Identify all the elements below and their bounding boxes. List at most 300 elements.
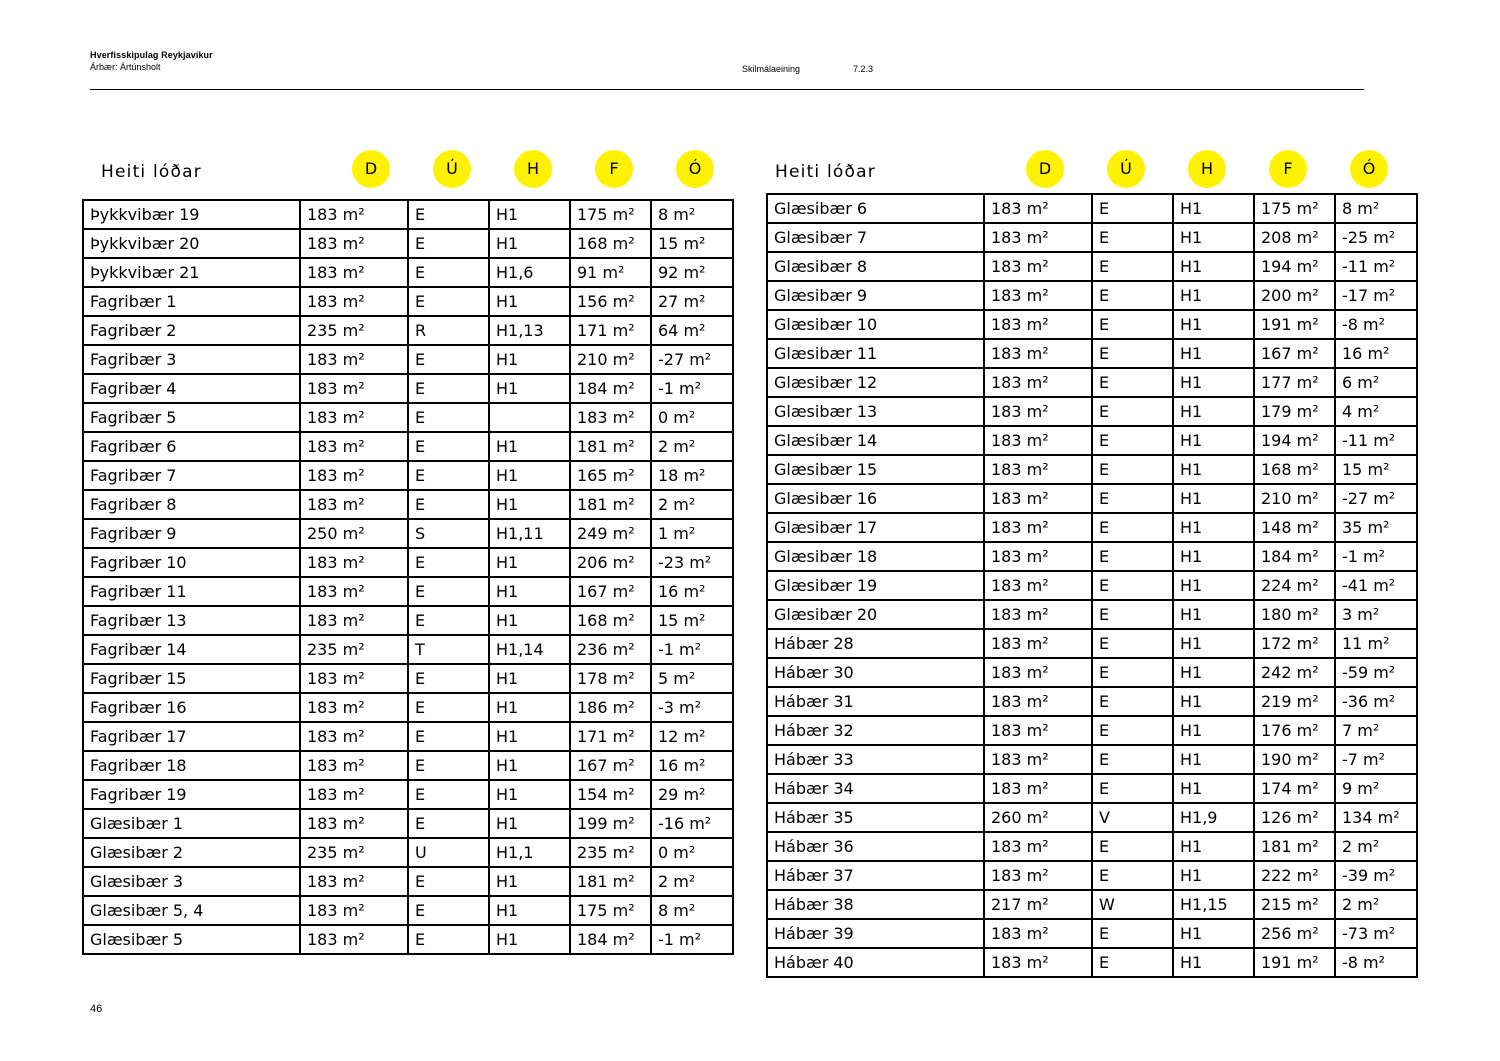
lot-name-cell: Fagribær 9 <box>83 519 300 548</box>
h-cell: H1 <box>489 229 570 258</box>
lot-name-cell: Fagribær 5 <box>83 403 300 432</box>
d-cell: 250 m² <box>300 519 408 548</box>
h-cell: H1,6 <box>489 258 570 287</box>
lot-name-cell: Hábær 34 <box>767 774 984 803</box>
h-cell: H1 <box>1173 484 1254 513</box>
f-cell: 181 m² <box>1254 832 1335 861</box>
lot-name-cell: Glæsibær 3 <box>83 867 300 896</box>
lot-name-cell: Glæsibær 13 <box>767 397 984 426</box>
d-cell: 183 m² <box>300 229 408 258</box>
d-cell: 183 m² <box>984 484 1092 513</box>
o-cell: -27 m² <box>651 345 733 374</box>
f-cell: 184 m² <box>570 374 651 403</box>
lot-name-cell: Glæsibær 7 <box>767 223 984 252</box>
table-row <box>767 223 1417 252</box>
u-cell: E <box>408 345 489 374</box>
lot-name-cell: Þykkvibær 21 <box>83 258 300 287</box>
f-cell: 249 m² <box>570 519 651 548</box>
lot-name-cell: Glæsibær 12 <box>767 368 984 397</box>
u-cell: E <box>1092 513 1173 542</box>
lot-name-cell: Glæsibær 19 <box>767 571 984 600</box>
section-number: 7.2.3 <box>853 64 874 74</box>
lot-name-cell: Fagribær 17 <box>83 722 300 751</box>
u-cell: E <box>1092 832 1173 861</box>
table-row <box>83 316 733 345</box>
d-cell: 183 m² <box>984 223 1092 252</box>
o-cell: -8 m² <box>1335 310 1417 339</box>
d-cell: 183 m² <box>300 345 408 374</box>
f-cell: 222 m² <box>1254 861 1335 890</box>
u-cell: S <box>408 519 489 548</box>
lot-name-cell: Glæsibær 5, 4 <box>83 896 300 925</box>
h-cell: H1 <box>1173 832 1254 861</box>
o-cell: 15 m² <box>1335 455 1417 484</box>
h-cell: H1 <box>1173 426 1254 455</box>
f-cell: 224 m² <box>1254 571 1335 600</box>
h-header-badge: H <box>1188 150 1226 188</box>
o-cell: -11 m² <box>1335 426 1417 455</box>
o-cell: 15 m² <box>651 229 733 258</box>
d-cell: 183 m² <box>984 687 1092 716</box>
u-cell: E <box>408 722 489 751</box>
o-cell: 4 m² <box>1335 397 1417 426</box>
h-cell: H1 <box>489 867 570 896</box>
u-cell: E <box>408 374 489 403</box>
lot-name-cell: Fagribær 4 <box>83 374 300 403</box>
table-row <box>83 838 733 867</box>
lot-name-cell: Glæsibær 5 <box>83 925 300 954</box>
f-cell: 126 m² <box>1254 803 1335 832</box>
lot-name-cell: Fagribær 8 <box>83 490 300 519</box>
o-cell: -23 m² <box>651 548 733 577</box>
lot-name-cell: Hábær 40 <box>767 948 984 977</box>
u-cell: E <box>1092 397 1173 426</box>
o-cell: 16 m² <box>651 577 733 606</box>
d-cell: 183 m² <box>984 339 1092 368</box>
table-row <box>767 368 1417 397</box>
f-cell: 168 m² <box>1254 455 1335 484</box>
h-cell: H1 <box>489 606 570 635</box>
o-cell: 1 m² <box>651 519 733 548</box>
table-row <box>767 252 1417 281</box>
table-row <box>83 722 733 751</box>
h-cell: H1,13 <box>489 316 570 345</box>
u-cell: U <box>408 838 489 867</box>
d-cell: 183 m² <box>984 397 1092 426</box>
d-cell: 183 m² <box>984 310 1092 339</box>
o-cell: 2 m² <box>1335 890 1417 919</box>
f-cell: 194 m² <box>1254 252 1335 281</box>
o-cell: -16 m² <box>651 809 733 838</box>
o-cell: -1 m² <box>651 925 733 954</box>
lot-name-cell: Fagribær 3 <box>83 345 300 374</box>
table-row <box>83 374 733 403</box>
d-cell: 183 m² <box>984 948 1092 977</box>
d-cell: 235 m² <box>300 635 408 664</box>
table-row <box>767 861 1417 890</box>
u-cell: E <box>408 896 489 925</box>
f-cell: 165 m² <box>570 461 651 490</box>
h-cell: H1 <box>489 664 570 693</box>
d-cell: 183 m² <box>300 751 408 780</box>
o-cell: 15 m² <box>651 606 733 635</box>
o-cell: 11 m² <box>1335 629 1417 658</box>
f-cell: 178 m² <box>570 664 651 693</box>
table-row <box>767 600 1417 629</box>
u-cell: E <box>1092 339 1173 368</box>
u-cell: E <box>1092 716 1173 745</box>
f-cell: 168 m² <box>570 229 651 258</box>
header-divider <box>90 89 1364 90</box>
h-cell: H1 <box>1173 397 1254 426</box>
h-cell: H1 <box>1173 919 1254 948</box>
d-cell: 183 m² <box>300 780 408 809</box>
d-header-badge: D <box>352 150 390 188</box>
u-cell: E <box>1092 687 1173 716</box>
h-cell: H1,15 <box>1173 890 1254 919</box>
lot-name-cell: Glæsibær 15 <box>767 455 984 484</box>
f-cell: 199 m² <box>570 809 651 838</box>
d-cell: 260 m² <box>984 803 1092 832</box>
u-cell: E <box>1092 600 1173 629</box>
table-row <box>83 490 733 519</box>
table-row <box>767 803 1417 832</box>
f-cell: 190 m² <box>1254 745 1335 774</box>
lot-name-cell: Fagribær 1 <box>83 287 300 316</box>
d-cell: 183 m² <box>300 432 408 461</box>
table-row <box>767 542 1417 571</box>
d-cell: 183 m² <box>300 896 408 925</box>
lot-name-cell: Hábær 33 <box>767 745 984 774</box>
h-cell: H1 <box>489 200 570 229</box>
table-row <box>83 519 733 548</box>
u-cell: E <box>408 200 489 229</box>
d-cell: 183 m² <box>984 919 1092 948</box>
h-cell: H1 <box>1173 658 1254 687</box>
lot-name-cell: Fagribær 2 <box>83 316 300 345</box>
lot-name-cell: Hábær 30 <box>767 658 984 687</box>
lot-name-cell: Glæsibær 1 <box>83 809 300 838</box>
f-cell: 91 m² <box>570 258 651 287</box>
f-cell: 177 m² <box>1254 368 1335 397</box>
f-cell: 208 m² <box>1254 223 1335 252</box>
table-row <box>767 832 1417 861</box>
table-row <box>767 513 1417 542</box>
o-cell: 6 m² <box>1335 368 1417 397</box>
table-row <box>83 664 733 693</box>
d-cell: 183 m² <box>984 716 1092 745</box>
o-cell: 7 m² <box>1335 716 1417 745</box>
o-cell: 27 m² <box>651 287 733 316</box>
o-cell: -1 m² <box>651 635 733 664</box>
lot-name-cell: Fagribær 16 <box>83 693 300 722</box>
u-cell: E <box>1092 571 1173 600</box>
o-header-badge: Ó <box>1350 150 1388 188</box>
f-cell: 191 m² <box>1254 310 1335 339</box>
lot-name-cell: Fagribær 14 <box>83 635 300 664</box>
u-cell: E <box>408 577 489 606</box>
u-cell: E <box>1092 281 1173 310</box>
u-cell: E <box>408 664 489 693</box>
d-header-badge: D <box>1026 150 1064 188</box>
table-row <box>767 658 1417 687</box>
u-cell: E <box>408 751 489 780</box>
o-cell: 0 m² <box>651 403 733 432</box>
lot-name-cell: Glæsibær 8 <box>767 252 984 281</box>
d-cell: 183 m² <box>300 403 408 432</box>
d-cell: 183 m² <box>300 809 408 838</box>
lot-name-cell: Þykkvibær 19 <box>83 200 300 229</box>
lot-name-cell: Glæsibær 20 <box>767 600 984 629</box>
lot-name-cell: Glæsibær 11 <box>767 339 984 368</box>
table-row <box>767 455 1417 484</box>
o-cell: 18 m² <box>651 461 733 490</box>
u-cell: E <box>408 548 489 577</box>
lot-name-cell: Fagribær 10 <box>83 548 300 577</box>
table-row <box>83 693 733 722</box>
f-cell: 171 m² <box>570 316 651 345</box>
lot-name-header: Heiti lóðar <box>101 162 202 182</box>
h-cell: H1 <box>1173 948 1254 977</box>
f-cell: 172 m² <box>1254 629 1335 658</box>
d-cell: 183 m² <box>984 832 1092 861</box>
u-cell: R <box>408 316 489 345</box>
o-cell: -1 m² <box>1335 542 1417 571</box>
table-row <box>83 345 733 374</box>
lot-name-cell: Glæsibær 14 <box>767 426 984 455</box>
d-cell: 183 m² <box>984 571 1092 600</box>
h-cell <box>489 403 570 432</box>
o-cell: -73 m² <box>1335 919 1417 948</box>
table-row <box>83 809 733 838</box>
d-cell: 183 m² <box>300 693 408 722</box>
table-row <box>767 629 1417 658</box>
o-cell: -41 m² <box>1335 571 1417 600</box>
o-cell: -8 m² <box>1335 948 1417 977</box>
o-cell: 3 m² <box>1335 600 1417 629</box>
h-cell: H1 <box>489 374 570 403</box>
lot-name-cell: Fagribær 7 <box>83 461 300 490</box>
lot-name-cell: Fagribær 6 <box>83 432 300 461</box>
f-cell: 148 m² <box>1254 513 1335 542</box>
f-cell: 219 m² <box>1254 687 1335 716</box>
f-header-badge: F <box>595 150 633 188</box>
o-cell: -36 m² <box>1335 687 1417 716</box>
u-cell: E <box>408 867 489 896</box>
o-cell: -25 m² <box>1335 223 1417 252</box>
table-row <box>767 687 1417 716</box>
h-cell: H1 <box>489 287 570 316</box>
f-cell: 174 m² <box>1254 774 1335 803</box>
lot-name-cell: Fagribær 13 <box>83 606 300 635</box>
h-header-badge: H <box>514 150 552 188</box>
u-cell: E <box>1092 629 1173 658</box>
o-cell: 16 m² <box>651 751 733 780</box>
lot-name-cell: Hábær 31 <box>767 687 984 716</box>
lot-name-cell: Glæsibær 16 <box>767 484 984 513</box>
d-cell: 183 m² <box>300 606 408 635</box>
lot-name-cell: Glæsibær 9 <box>767 281 984 310</box>
lot-name-cell: Hábær 35 <box>767 803 984 832</box>
section-label: Skilmálaeining <box>742 64 801 74</box>
d-cell: 183 m² <box>984 542 1092 571</box>
document-subtitle: Árbær: Ártúnsholt <box>90 62 161 72</box>
table-row <box>767 339 1417 368</box>
table-row <box>83 432 733 461</box>
d-cell: 183 m² <box>300 548 408 577</box>
h-cell: H1 <box>1173 571 1254 600</box>
h-cell: H1 <box>489 577 570 606</box>
h-cell: H1 <box>489 693 570 722</box>
o-cell: 2 m² <box>651 432 733 461</box>
o-cell: 8 m² <box>651 200 733 229</box>
h-cell: H1 <box>489 751 570 780</box>
u-cell: E <box>1092 368 1173 397</box>
f-cell: 181 m² <box>570 432 651 461</box>
lot-name-header: Heiti lóðar <box>775 162 876 182</box>
f-cell: 184 m² <box>570 925 651 954</box>
table-row <box>767 281 1417 310</box>
h-cell: H1,14 <box>489 635 570 664</box>
u-cell: E <box>408 780 489 809</box>
h-cell: H1 <box>489 548 570 577</box>
lot-name-cell: Hábær 36 <box>767 832 984 861</box>
d-cell: 183 m² <box>984 745 1092 774</box>
d-cell: 183 m² <box>984 861 1092 890</box>
d-cell: 183 m² <box>984 426 1092 455</box>
table-row <box>767 890 1417 919</box>
table-row <box>83 867 733 896</box>
o-cell: 92 m² <box>651 258 733 287</box>
lot-name-cell: Glæsibær 2 <box>83 838 300 867</box>
d-cell: 183 m² <box>984 513 1092 542</box>
lot-name-cell: Hábær 28 <box>767 629 984 658</box>
f-cell: 168 m² <box>570 606 651 635</box>
o-cell: 35 m² <box>1335 513 1417 542</box>
u-cell: E <box>408 432 489 461</box>
table-row <box>767 716 1417 745</box>
table-row <box>83 577 733 606</box>
table-row <box>767 194 1417 223</box>
h-cell: H1 <box>1173 861 1254 890</box>
u-cell: E <box>408 809 489 838</box>
f-cell: 200 m² <box>1254 281 1335 310</box>
f-cell: 235 m² <box>570 838 651 867</box>
table-row <box>83 896 733 925</box>
table-row <box>767 571 1417 600</box>
f-cell: 175 m² <box>1254 194 1335 223</box>
table-row <box>83 258 733 287</box>
h-cell: H1 <box>1173 339 1254 368</box>
d-cell: 183 m² <box>984 368 1092 397</box>
h-cell: H1 <box>489 925 570 954</box>
u-cell: E <box>408 287 489 316</box>
d-cell: 183 m² <box>300 200 408 229</box>
d-cell: 183 m² <box>984 252 1092 281</box>
lot-name-cell: Glæsibær 17 <box>767 513 984 542</box>
o-cell: -39 m² <box>1335 861 1417 890</box>
u-cell: T <box>408 635 489 664</box>
d-cell: 183 m² <box>300 925 408 954</box>
h-cell: H1 <box>1173 310 1254 339</box>
u-cell: E <box>408 258 489 287</box>
document-title: Hverfisskipulag Reykjavíkur <box>90 50 213 60</box>
f-cell: 210 m² <box>1254 484 1335 513</box>
u-cell: E <box>408 693 489 722</box>
o-header-badge: Ó <box>676 150 714 188</box>
table-row <box>83 287 733 316</box>
table-row <box>83 229 733 258</box>
right-column-headers <box>756 150 1406 190</box>
h-cell: H1 <box>489 896 570 925</box>
f-cell: 236 m² <box>570 635 651 664</box>
h-cell: H1 <box>1173 455 1254 484</box>
d-cell: 183 m² <box>300 258 408 287</box>
o-cell: 5 m² <box>651 664 733 693</box>
o-cell: 2 m² <box>1335 832 1417 861</box>
o-cell: 64 m² <box>651 316 733 345</box>
left-lot-table <box>82 199 734 955</box>
table-row <box>83 606 733 635</box>
o-cell: -3 m² <box>651 693 733 722</box>
f-header-badge: F <box>1269 150 1307 188</box>
lot-name-cell: Fagribær 15 <box>83 664 300 693</box>
f-cell: 215 m² <box>1254 890 1335 919</box>
table-row <box>767 310 1417 339</box>
table-row <box>767 948 1417 977</box>
f-cell: 171 m² <box>570 722 651 751</box>
f-cell: 154 m² <box>570 780 651 809</box>
d-cell: 183 m² <box>984 658 1092 687</box>
table-row <box>767 745 1417 774</box>
h-cell: H1 <box>1173 687 1254 716</box>
d-cell: 183 m² <box>300 722 408 751</box>
table-row <box>83 403 733 432</box>
f-cell: 176 m² <box>1254 716 1335 745</box>
lot-name-cell: Hábær 38 <box>767 890 984 919</box>
u-cell: E <box>1092 542 1173 571</box>
d-cell: 183 m² <box>984 600 1092 629</box>
d-cell: 183 m² <box>984 629 1092 658</box>
o-cell: 134 m² <box>1335 803 1417 832</box>
f-cell: 167 m² <box>570 751 651 780</box>
d-cell: 183 m² <box>300 867 408 896</box>
table-row <box>83 200 733 229</box>
h-cell: H1 <box>1173 716 1254 745</box>
o-cell: -1 m² <box>651 374 733 403</box>
d-cell: 183 m² <box>984 774 1092 803</box>
h-cell: H1 <box>489 809 570 838</box>
o-cell: 12 m² <box>651 722 733 751</box>
o-cell: 2 m² <box>651 867 733 896</box>
table-row <box>767 484 1417 513</box>
table-row <box>83 461 733 490</box>
h-cell: H1 <box>489 432 570 461</box>
h-cell: H1 <box>1173 542 1254 571</box>
d-cell: 183 m² <box>984 455 1092 484</box>
u-cell: E <box>408 403 489 432</box>
h-cell: H1 <box>489 345 570 374</box>
u-cell: E <box>1092 948 1173 977</box>
d-cell: 217 m² <box>984 890 1092 919</box>
h-cell: H1 <box>489 490 570 519</box>
d-cell: 183 m² <box>300 664 408 693</box>
u-cell: E <box>408 925 489 954</box>
u-cell: E <box>1092 861 1173 890</box>
d-cell: 235 m² <box>300 316 408 345</box>
table-row <box>83 751 733 780</box>
o-cell: 8 m² <box>651 896 733 925</box>
